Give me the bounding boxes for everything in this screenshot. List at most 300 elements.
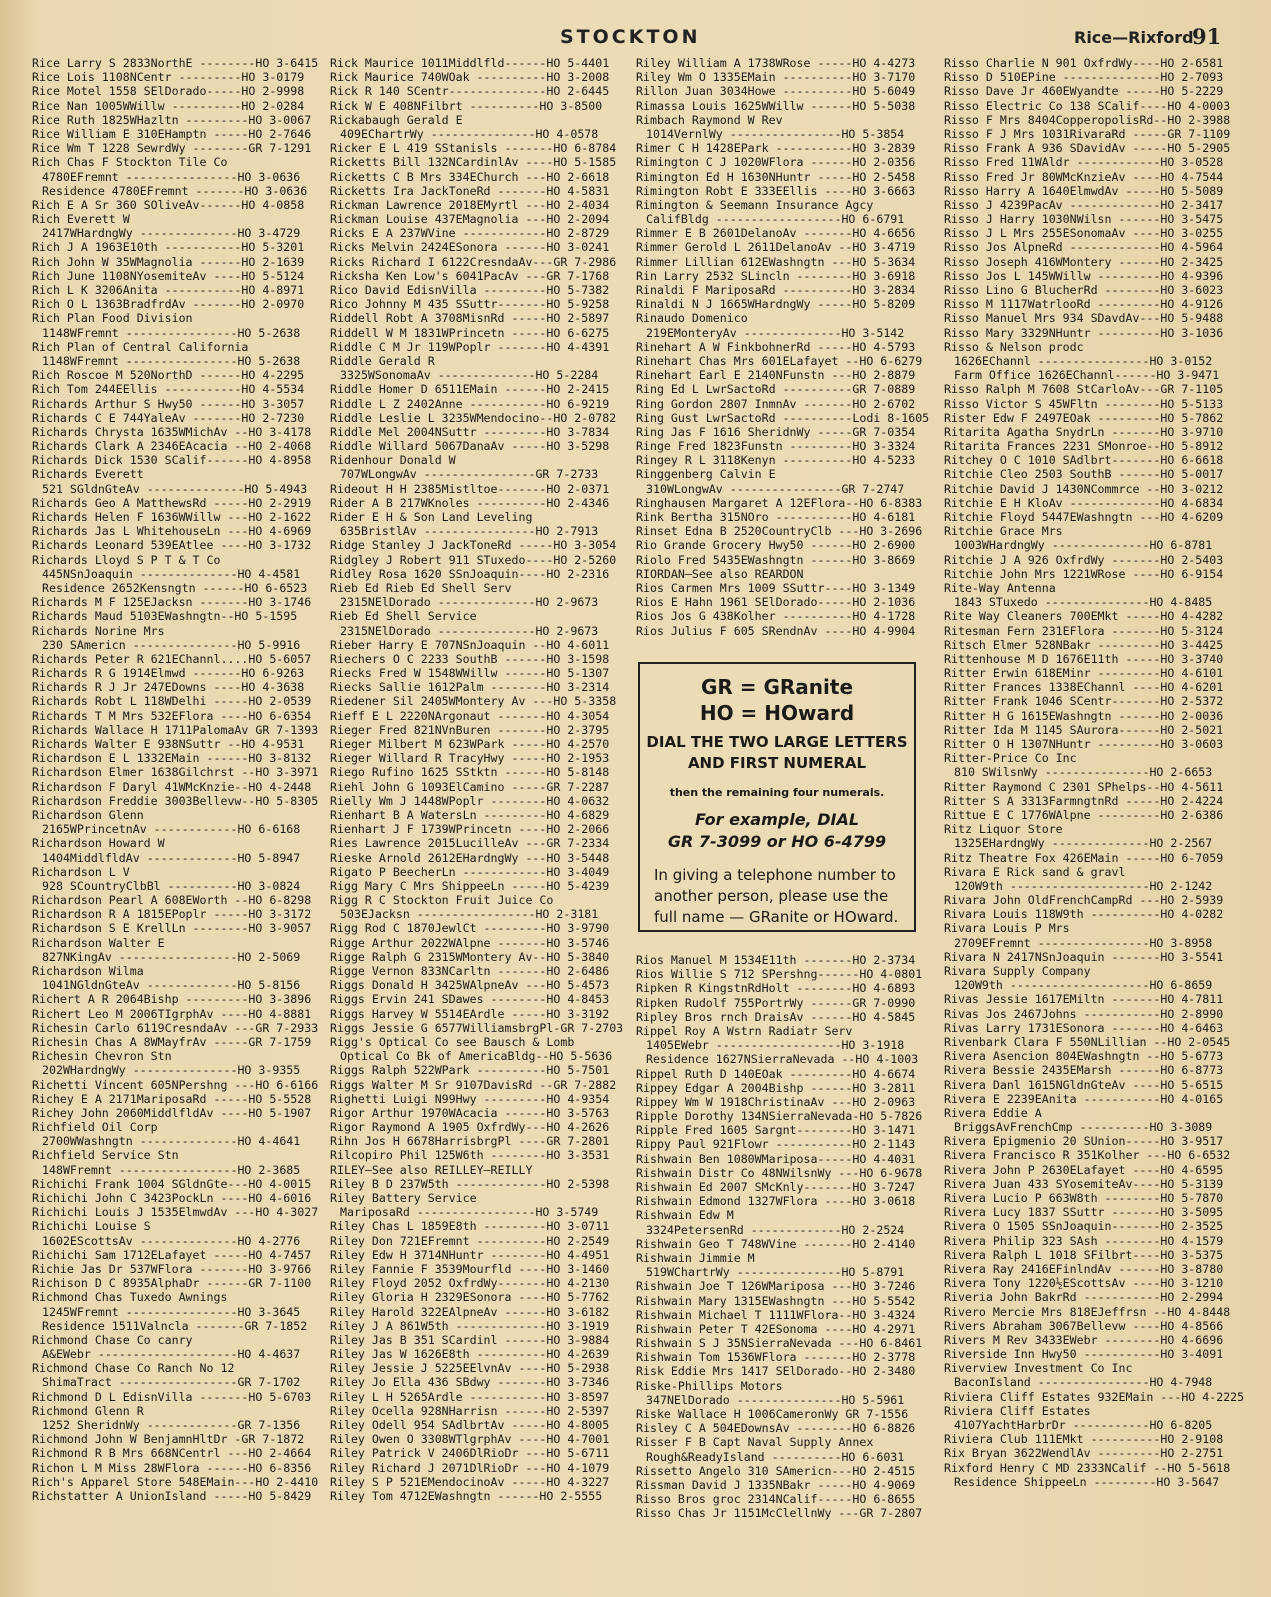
listing-entry: 409EChartrWy ---------------HO 4-0578 xyxy=(340,126,599,141)
listing-entry: Rice Nan 1005WWillw ----------HO 2-0284 xyxy=(32,98,305,113)
listing-entry: Richards Robt L 118WDelhi -----HO 2-0539 xyxy=(32,694,312,709)
listing-entry: Rivara Louis 118W9th ----------HO 4-0282 xyxy=(944,907,1224,922)
listing-entry: 148WFremnt -----------------HO 2-3685 xyxy=(42,1162,301,1177)
listing-entry: Riley L H 5265Ardle -----------HO 3-8597 xyxy=(330,1389,610,1404)
listing-entry: Riley Owen O 3308WTlgrphAv ----HO 4-7001 xyxy=(330,1432,610,1447)
listing-entry: Rishwain Jimmie M xyxy=(636,1250,755,1265)
listing-entry: Richmond John W BenjamnHltDr -GR 7-1872 xyxy=(32,1432,305,1447)
listing-entry: Rios Carmen Mrs 1009 SSuttr----HO 3-1349 xyxy=(636,580,916,595)
listing-entry: 4780EFremnt ----------------HO 3-0636 xyxy=(42,169,301,184)
listing-entry: Richfield Oil Corp xyxy=(32,1120,158,1135)
listing-entry: Riddell W M 1831WPrincetn -----HO 6-6275 xyxy=(330,325,610,340)
listing-entry: Ritter Frances 1338EChannl ----HO 4-6201 xyxy=(944,680,1224,695)
listing-entry: 1148WFremnt ----------------HO 5-2638 xyxy=(42,353,301,368)
listing-entry: Rough&ReadyIsland ----------HO 6-6031 xyxy=(646,1449,905,1464)
column-4 xyxy=(944,56,1244,1489)
listing-entry: Ridenhour Donald W xyxy=(330,453,456,468)
listing-entry: Riggs Harvey W 5514EArdle -----HO 3-3192 xyxy=(330,1006,610,1021)
listing-entry: Riverview Investment Co Inc xyxy=(944,1361,1133,1376)
listing-entry: 1325EHardngWy --------------HO 2-2567 xyxy=(954,836,1213,851)
listing-entry: Rivera Lucy 1837 SSuttr -------HO 3-5095 xyxy=(944,1205,1224,1220)
listing-entry: Ringey R L 3118Kenyn ----------HO 4-5233 xyxy=(636,453,916,468)
listing-entry: Riley Chas L 1859E8th ---------HO 3-0711 xyxy=(330,1219,610,1234)
listing-entry: Ritarita Agatha SnydrLn -------HO 3-9710 xyxy=(944,424,1224,439)
listing-entry: Ritchey O C 1010 SAdlbrt-------HO 6-6618 xyxy=(944,453,1224,468)
listing-entry: Rishwain Ed 2007 SMcKnly-------HO 3-7247 xyxy=(636,1180,916,1194)
column-2 xyxy=(330,56,628,1503)
listing-entry: Riviera Cliff Estates xyxy=(944,1403,1091,1418)
listing-entry: Rick Maurice 740WOak ----------HO 3-2008 xyxy=(330,70,610,85)
listing-entry: Rister Edw F 2497EOak ---------HO 5-7862 xyxy=(944,410,1224,425)
header-name-range: Rice—Rixford xyxy=(1074,28,1194,47)
listing-entry: Rios Willie S 712 SPershng------HO 4-0801 xyxy=(636,967,923,982)
listing-entry: Rillon Juan 3034Howe ----------HO 5-6049 xyxy=(636,84,916,99)
listing-entry: Risso Chas Jr 1151McClellnWy ---GR 7-2807 xyxy=(636,1506,923,1521)
listing-entry: Richards R J Jr 247EDowns ----HO 4-3638 xyxy=(32,680,305,695)
example-line-2: GR 7-3099 or HO 6-4799 xyxy=(667,832,887,851)
listing-entry: Rinehart Earl E 2140NFunstn ---HO 2-8879 xyxy=(636,368,916,383)
listing-entry: Richardson F Daryl 41WMcKnzie--HO 4-2448 xyxy=(32,779,312,794)
listing-entry: Ricketts Ira JackToneRd -------HO 4-5831 xyxy=(330,183,610,198)
listing-entry: Ritsch Elmer 528NBakr ---------HO 3-4425 xyxy=(944,637,1224,652)
listing-entry: Rieger Willard R TracyHwy -----HO 2-1953 xyxy=(330,751,610,766)
listing-entry: Riviera Cliff Estates 932EMain ---HO 4-2225 xyxy=(944,1389,1244,1404)
listing-entry: Rieger Milbert M 623WPark -----HO 4-2570 xyxy=(330,737,610,751)
listing-entry: Richards Lloyd S P T & T Co xyxy=(32,552,221,567)
listing-entry: Ringhausen Margaret A 12EFlora--HO 6-8383 xyxy=(636,495,923,510)
listing-entry: Riley Fannie F 3539Mourfld ----HO 3-1460 xyxy=(330,1261,610,1276)
listing-entry: Riley Ocella 928NHarrisn ------HO 2-5397 xyxy=(330,1403,610,1418)
listing-entry: Ring Gust LwrSactoRd ----------Lodi 8-1605 xyxy=(636,410,930,425)
listing-entry: Rissman David J 1335NBakr -----HO 4-9069 xyxy=(636,1477,916,1492)
listing-entry: Rippel Roy A Wstrn Radiatr Serv xyxy=(636,1023,853,1038)
listing-entry: Ridley Rosa 1620 SSnJoaquin----HO 2-2316 xyxy=(330,566,610,581)
listing-entry: Risso M 1117WatrlooRd ---------HO 4-9126 xyxy=(944,297,1224,312)
listing-entry: Richichi Louise S xyxy=(32,1219,151,1234)
listing-entry: 827NKingAv -----------------HO 2-5069 xyxy=(42,949,301,964)
listing-entry: Rivera Juan 433 SYosemiteAv----HO 5-3139 xyxy=(944,1176,1224,1191)
listing-entry: 347NElDorado ---------------HO 5-5961 xyxy=(646,1392,905,1407)
listing-entry: Richards T M Mrs 532EFlora ----HO 6-6354 xyxy=(32,708,312,723)
listing-entry: Ritz Theatre Fox 426EMain -----HO 6-7059 xyxy=(944,850,1224,865)
listing-entry: Ringgenberg Calvin E xyxy=(636,467,776,482)
listing-entry: Rivera Ralph L 1018 SFilbrt----HO 3-5375 xyxy=(944,1247,1224,1262)
listing-entry: Risso J 4239PacAv -------------HO 2-3417 xyxy=(944,197,1224,212)
listing-entry: Richards Leonard 539EAtlee ----HO 3-1732 xyxy=(32,538,312,553)
listing-entry: Riddell Robt A 3708MisnRd -----HO 2-5897 xyxy=(330,311,610,326)
listing-entry: Rinehart A W FinkbohnerRd -----HO 4-5793 xyxy=(636,339,916,354)
listing-entry: Richmond D L EdisnVilla -------HO 5-6703 xyxy=(32,1389,312,1404)
listing-entry: Risso Bros groc 2314NCalif-----HO 6-8655 xyxy=(636,1492,916,1507)
listing-entry: CalifBldg ------------------HO 6-6791 xyxy=(646,212,905,227)
listing-entry: Rishwain Geo T 748WVine -------HO 2-4140 xyxy=(636,1236,916,1251)
listing-entry: Richardson E L 1332EMain ------HO 3-8132 xyxy=(32,751,312,766)
listing-entry: 1041NGldnGteAv -------------HO 5-8156 xyxy=(42,978,301,993)
listing-entry: Rigg R C Stockton Fruit Juice Co xyxy=(330,893,554,908)
listing-entry: Richardson Wilma xyxy=(32,964,144,978)
listing-entry: RILEY—See also REILLEY—REILLY xyxy=(330,1162,533,1177)
listing-entry: Rigge Vernon 833NCarltn -------HO 2-6486 xyxy=(330,964,610,978)
listing-entry: Riggs Walter M Sr 9107DavisRd --GR 7-2882 xyxy=(330,1077,617,1092)
listing-entry: Rich Tom 244EEllis -----------HO 4-5534 xyxy=(32,382,305,397)
listing-entry: Riddle Homer D 6511EMain ------HO 2-2415 xyxy=(330,382,610,397)
listing-entry: Ritz Liquor Store xyxy=(944,822,1063,837)
listing-entry: Rittenhouse M D 1676E11th -----HO 3-3740 xyxy=(944,651,1224,666)
listing-entry: Rich J A 1963E10th -----------HO 5-3201 xyxy=(32,240,305,255)
listing-entry: Rivera Epigmenio 20 SUnion-----HO 3-9517 xyxy=(944,1134,1224,1149)
listing-entry: Ritchie Cleo 2503 SouthB ------HO 5-0017 xyxy=(944,467,1224,482)
listing-entry: 1843 STuxedo ---------------HO 4-8485 xyxy=(954,595,1213,610)
listing-entry: Richards Helen F 1636WWillw ---HO 2-1622 xyxy=(32,510,312,524)
listing-entry: Ripple Dorothy 134NSierraNevada-HO 5-7826 xyxy=(636,1109,923,1124)
listing-entry: Rich O L 1363BradfrdAv -------HO 2-0970 xyxy=(32,297,305,312)
listing-entry: 202WHardngWy ---------------HO 3-9355 xyxy=(42,1063,301,1078)
listing-entry: Riley Jas W 1626E8th ----------HO 4-2639 xyxy=(330,1347,610,1362)
listing-entry: Rin Larry 2532 SLincln --------HO 3-6918 xyxy=(636,268,916,283)
listing-entry: Rivera Lucio P 663W8th --------HO 5-7870 xyxy=(944,1191,1224,1205)
listing-entry: Riley Odell 954 SAdlbrtAv -----HO 4-8005 xyxy=(330,1418,610,1432)
listing-entry: Rivers Abraham 3067Bellevw ----HO 4-8566 xyxy=(944,1318,1224,1333)
listing-entry: Ries Lawrence 2015LucilleAv ---GR 7-2334 xyxy=(330,836,610,851)
listing-entry: Residence 2652Kensngtn ------HO 6-6523 xyxy=(42,580,308,595)
listing-entry: Rixford Henry C MD 2333NCalif --HO 5-5618 xyxy=(944,1460,1231,1475)
listing-entry: Riske Wallace H 1006CameronWy GR 7-1556 xyxy=(636,1407,909,1421)
listing-entry: Richmond Chas Tuxedo Awnings xyxy=(32,1290,228,1305)
listing-entry: Rivara E Rick sand & gravl xyxy=(944,864,1126,879)
listing-entry: Rivera John P 2630ELafayet ----HO 4-6595 xyxy=(944,1162,1224,1177)
listing-entry: Risso Electric Co 138 SCalif----HO 4-0003 xyxy=(944,98,1231,113)
listing-entry: Rivero Mercie Mrs 818EJeffrsn --HO 4-8448 xyxy=(944,1304,1231,1319)
listing-entry: Riley Jas B 351 SCardinl ------HO 3-9884 xyxy=(330,1332,610,1347)
listing-entry: Riske-Phillips Motors xyxy=(636,1378,783,1393)
listing-entry: Rickman Louise 437EMagnolia ---HO 2-2094 xyxy=(330,212,610,227)
listing-entry: Richardson Elmer 1638Gilchrst --HO 3-3971 xyxy=(32,765,319,780)
listing-entry: Ricks Melvin 2424ESonora ------HO 3-0241 xyxy=(330,240,610,255)
listing-entry: Riley Don 721EFremnt ----------HO 2-2549 xyxy=(330,1233,610,1248)
listing-entry: Riggs Ervin 241 SDawes --------HO 4-8453 xyxy=(330,992,610,1007)
listing-entry: Rio Grande Grocery Hwy50 ------HO 2-6900 xyxy=(636,538,916,553)
listing-entry: Rigg's Optical Co see Bausch & Lomb xyxy=(330,1034,575,1049)
listing-entry: Ritchie J A 926 OxfrdWy -------HO 2-5403 xyxy=(944,552,1224,567)
listing-entry: Risso Harry A 1640ElmwdAv -----HO 5-5089 xyxy=(944,183,1224,198)
listing-entry: Richards Clark A 2346EAcacia --HO 2-4068 xyxy=(32,439,312,454)
listing-entry: Richstatter A UnionIsland -----HO 5-8429 xyxy=(32,1488,312,1503)
listing-entry: Rigg Rod C 1870JewlCt ---------HO 3-9790 xyxy=(330,921,610,936)
listing-entry: Rinaldi N J 1665WHardngWy -----HO 5-8209 xyxy=(636,297,916,312)
listing-entry: 1626EChannl ----------------HO 3-0152 xyxy=(954,353,1213,368)
listing-entry: Rilcopiro Phil 125W6th --------HO 3-3531 xyxy=(330,1148,610,1163)
listing-entry: Ritarita Frances 2231 SMonroe--HO 5-8912 xyxy=(944,439,1224,454)
listing-entry: Rieb Ed Shell Service xyxy=(330,609,477,624)
listing-entry: Richards Norine Mrs xyxy=(32,623,165,638)
listing-entry: Richardson Walter E xyxy=(32,935,165,950)
listing-entry: Rico David EdisnVilla ---------HO 5-7382 xyxy=(330,283,610,297)
listing-entry: Ripken R KingstnRdHolt --------HO 4-6893 xyxy=(636,981,916,996)
listing-entry: Risso F J Mrs 1031RivaraRd -----GR 7-1109 xyxy=(944,126,1231,141)
column-3 xyxy=(636,56,936,638)
listing-entry: Rielly Wm J 1448WPoplr --------HO 4-0632 xyxy=(330,793,610,808)
listing-entry: Rivas Jos 2467Johns -----------HO 2-8990 xyxy=(944,1006,1224,1021)
listing-entry: Rick W E 408NFilbrt ----------HO 3-8500 xyxy=(330,98,603,113)
listing-entry: Rice Motel 1558 SElDorado-----HO 2-9998 xyxy=(32,84,305,99)
exchange-howard: HO = HOward xyxy=(699,701,855,725)
listing-entry: Riveria John BakrRd -----------HO 2-2994 xyxy=(944,1290,1224,1305)
listing-entry: Residence 1627NSierraNevada --HO 4-1003 xyxy=(646,1052,919,1067)
listing-entry: Richichi John C 3423PockLn ----HO 4-6016 xyxy=(32,1191,312,1205)
listing-entry: Rieber Harry E 707NSnJoaquin --HO 4-6011 xyxy=(330,637,610,652)
listing-entry: Richards Walter E 938NSuttr --HO 4-9531 xyxy=(32,737,305,751)
listing-entry: Ricksha Ken Low's 6041PacAv ---GR 7-1768 xyxy=(330,268,610,283)
listing-entry: Riego Rufino 1625 SStktn ------HO 5-8148 xyxy=(330,765,610,780)
listing-entry: Farm Office 1626EChannl------HO 3-9471 xyxy=(954,368,1220,383)
listing-entry: Rivera Philip 323 SAsh --------HO 4-1579 xyxy=(944,1233,1224,1248)
listing-entry: Richon L M Miss 28WFlora ------HO 6-8356 xyxy=(32,1460,312,1475)
listing-entry: Rivera Ray 2416EFinlndAv ------HO 3-8780 xyxy=(944,1261,1224,1276)
listing-entry: Rishwain Peter T 42ESonoma ----HO 4-2971 xyxy=(636,1321,916,1336)
listing-entry: 928 SCountryClbBl ----------HO 3-0824 xyxy=(42,878,301,893)
listing-entry: Richards Wallace H 1711PalomaAv GR 7-1393 xyxy=(32,722,319,737)
listing-entry: Rico Johnny M 435 SSuttr-------HO 5-9258 xyxy=(330,297,610,312)
listing-entry: 1252 SheridnWy -------------GR 7-1356 xyxy=(42,1418,301,1432)
listing-entry: Risso Lino G BlucherRd --------HO 3-6023 xyxy=(944,283,1224,297)
listing-entry: Riechers O C 2233 SouthB ------HO 3-1598 xyxy=(330,651,610,666)
listing-entry: 3324PetersenRd -------------HO 2-2524 xyxy=(646,1222,905,1237)
listing-entry: 4107YachtHarbrDr -----------HO 6-8205 xyxy=(954,1418,1213,1432)
listing-entry: Riecks Fred W 1548WWillw ------HO 5-1307 xyxy=(330,666,610,681)
listing-entry: Riggs Donald H 3425WAlpneAv ---HO 5-4573 xyxy=(330,978,610,993)
listing-entry: Rivara Supply Company xyxy=(944,964,1091,978)
listing-entry: BaconIsland ----------------HO 4-7948 xyxy=(954,1375,1213,1390)
listing-entry: Rivera O 1505 SSnJoaquin-------HO 2-3525 xyxy=(944,1219,1224,1234)
listing-entry: Rippey Wm W 1918ChristinaAv ---HO 2-0963 xyxy=(636,1094,916,1109)
listing-entry: 1602EScottsAv --------------HO 4-2776 xyxy=(42,1233,301,1248)
listing-entry: Rick R 140 SCentr--------------HO 2-6445 xyxy=(330,84,610,99)
page-number: 91 xyxy=(1192,24,1222,49)
listing-entry: Rich's Apparel Store 548EMain---HO 2-4410 xyxy=(32,1474,319,1489)
listing-entry: Riolo Fred 5435EWashngtn ------HO 3-8669 xyxy=(636,552,916,567)
page-header xyxy=(0,0,1271,50)
listing-entry: Rimington Robt E 333EEllis ----HO 3-6663 xyxy=(636,183,916,198)
listing-entry: Ricketts C B Mrs 334EChurch ---HO 2-6618 xyxy=(330,169,610,184)
listing-entry: Rich June 1108NYosemiteAv ----HO 5-5124 xyxy=(32,268,305,283)
listing-entry: Rinset Edna B 2520CountryClb ---HO 3-2696 xyxy=(636,524,923,539)
listing-entry: Richert Leo M 2006TIgrphAv ----HO 4-8881 xyxy=(32,1006,312,1021)
listing-entry: Riley Richard J 2071DlRioDr ---HO 4-1079 xyxy=(330,1460,610,1475)
listing-entry: 2315NElDorado --------------HO 2-9673 xyxy=(340,623,599,638)
listing-entry: 2700WWashngtn --------------HO 4-4641 xyxy=(42,1134,301,1149)
listing-entry: RIORDAN—See also REARDON xyxy=(636,566,804,581)
listing-entry: Richert A R 2064Bishp ---------HO 3-3896 xyxy=(32,992,312,1007)
listing-entry: Richardson L V xyxy=(32,864,130,879)
listing-entry: Risso D 510EPine --------------HO 2-7093 xyxy=(944,70,1224,85)
listing-entry: Rieff E L 2220NArgonaut -------HO 4-3054 xyxy=(330,708,610,723)
listing-entry: Rich Plan of Central California xyxy=(32,339,249,354)
listing-entry: Rishwain Tom 1536WFlora -------HO 2-3778 xyxy=(636,1350,916,1365)
listing-entry: Riddle C M Jr 119WPoplr -------HO 4-4391 xyxy=(330,339,610,354)
listing-entry: Rinaudo Domenico xyxy=(636,311,748,326)
listing-entry: Richesin Carlo 6119CresndaAv ---GR 7-2933 xyxy=(32,1020,319,1035)
listing-entry: Richmond Glenn R xyxy=(32,1403,144,1418)
example-line-1: For example, DIAL xyxy=(694,810,860,829)
listing-entry: Rite-Way Antenna xyxy=(944,580,1056,595)
listing-entry: Richards C E 744YaleAv -------HO 2-7230 xyxy=(32,410,305,425)
listing-entry: Richards Dick 1530 SCalif------HO 4-8958 xyxy=(32,453,312,468)
listing-entry: 2709EFremnt ----------------HO 3-8958 xyxy=(954,935,1213,950)
listing-entry: Ricks Richard I 6122CresndaAv---GR 7-2986 xyxy=(330,254,617,269)
listing-entry: Rice Wm T 1228 SewrdWy --------GR 7-1291 xyxy=(32,141,312,156)
listing-entry: Richards Peter R 621EChannl....HO 5-6057 xyxy=(32,651,312,666)
listing-entry: Ritter S A 3313FarmngtnRd -----HO 2-4224 xyxy=(944,793,1224,808)
listing-entry: Riley Tom 4712EWashngtn ------HO 2-5555 xyxy=(330,1488,603,1503)
listing-entry: Rigor Arthur 1970WAcacia ------HO 3-5763 xyxy=(330,1105,610,1120)
listing-entry: Rich Roscoe M 520NorthD ------HO 4-2295 xyxy=(32,368,305,383)
listing-entry: Richards R G 1914Elmwd -------HO 6-9263 xyxy=(32,666,305,681)
listing-entry: Rinehart Chas Mrs 601ELafayet --HO 6-6279 xyxy=(636,353,923,368)
listing-entry: Riddle Gerald R xyxy=(330,353,435,368)
listing-entry: Rich Chas F Stockton Tile Co xyxy=(32,155,228,170)
listing-entry: Richmond Chase Co Ranch No 12 xyxy=(32,1361,235,1376)
listing-entry: Rimassa Louis 1625WWillw ------HO 5-5038 xyxy=(636,98,916,113)
listing-entry: Rimer C H 1428EPark -----------HO 3-2839 xyxy=(636,141,916,156)
listing-entry: Rissetto Angelo 310 SAmericn---HO 2-4515 xyxy=(636,1463,916,1478)
listing-entry: Richardson S E KrellLn --------HO 3-9057 xyxy=(32,921,312,936)
listing-entry: Ritesman Fern 231EFlora -------HO 5-3124 xyxy=(944,623,1224,638)
listing-entry: Rittue E C 1776WAlpne ---------HO 2-6386 xyxy=(944,807,1224,822)
listing-entry: Rivas Larry 1731ESonora -------HO 4-6463 xyxy=(944,1020,1224,1035)
listing-entry: Rich John W 35WMagnolia ------HO 2-1639 xyxy=(32,254,305,269)
listing-entry: Rimington & Seemann Insurance Agcy xyxy=(636,197,874,212)
listing-entry: 2315NElDorado --------------HO 2-9673 xyxy=(340,595,599,610)
listing-entry: Ripken Rudolf 755PortrWy ------GR 7-0990 xyxy=(636,995,916,1010)
listing-entry: Rickabaugh Gerald E xyxy=(330,112,463,127)
listing-entry: Richardson Freddie 3003Bellevw--HO 5-8305 xyxy=(32,793,319,808)
listing-entry: Rieske Arnold 2612EHardngWy ---HO 3-5448 xyxy=(330,850,610,865)
listing-entry: Risso & Nelson prodc xyxy=(944,339,1084,354)
listing-entry: Richesin Chevron Stn xyxy=(32,1049,172,1064)
column-1 xyxy=(32,56,320,1503)
listing-entry: Richards M F 125EJacksn -------HO 3-1746 xyxy=(32,595,312,610)
listing-entry: Richison D C 8935AlphaDr ------GR 7-1100 xyxy=(32,1276,312,1291)
listing-entry: Rios Julius F 605 SRendnAv ----HO 4-9904 xyxy=(636,623,916,638)
listing-entry: Rishwain Joe T 126WMariposa ---HO 3-7246 xyxy=(636,1279,916,1294)
listing-entry: MariposaRd -----------------HO 3-5749 xyxy=(340,1205,599,1220)
listing-entry: Richards Chrysta 1635WMichAv --HO 3-4178 xyxy=(32,424,312,439)
listing-entry: Risso Jos L 145WWillw ---------HO 4-9396 xyxy=(944,268,1224,283)
listing-entry: Riggs Jessie G 6577WilliamsbrgPl-GR 7-2703 xyxy=(330,1020,624,1035)
listing-entry: 707WLongwAv ----------------GR 7-2733 xyxy=(340,467,599,482)
listing-entry: Rios Manuel M 1534E11th -------HO 2-3734 xyxy=(636,953,916,967)
listing-entry: Riverside Inn Hwy50 -----------HO 3-4091 xyxy=(944,1347,1224,1362)
listing-entry: Ritchie E H KloAv -------------HO 4-6834 xyxy=(944,495,1224,510)
listing-entry: Ridgley J Robert 911 STuxedo----HO 2-5260 xyxy=(330,552,617,567)
listing-entry: Rich Everett W xyxy=(32,212,130,227)
listing-entry: Risso J Harry 1030NWilsn ------HO 3-5475 xyxy=(944,212,1224,227)
listing-entry: Richie Jas Dr 537WFlora -------HO 3-9766 xyxy=(32,1261,312,1276)
listing-entry: Riley Edw H 3714NHuntr --------HO 4-4951 xyxy=(330,1247,610,1262)
listing-entry: 1014VernlWy ----------------HO 5-3854 xyxy=(646,126,905,141)
listing-entry: Richmond R B Mrs 668NCentrl ---HO 2-4664 xyxy=(32,1446,312,1461)
listing-entry: Rivers M Rev 3433EWebr --------HO 4-6696 xyxy=(944,1332,1224,1347)
listing-entry: Riley B D 237W5th -------------HO 2-5398 xyxy=(330,1176,610,1191)
listing-entry: Rippy Paul 921Flowr -----------HO 2-1143 xyxy=(636,1137,916,1152)
listing-entry: Riley S P 521EMendocinoAv -----HO 4-3227 xyxy=(330,1474,610,1489)
listing-entry: Ritchie David J 1430NCommrce --HO 3-0212 xyxy=(944,481,1224,496)
listing-entry: 503EJacksn -----------------HO 2-3181 xyxy=(340,907,599,922)
listing-entry: Ritter Frank 1046 SCentr-------HO 2-5372 xyxy=(944,694,1224,709)
listing-entry: 635BristlAv ----------------HO 2-7913 xyxy=(340,524,599,539)
listing-entry: Riley Jo Ella 436 SBdwy -------HO 3-7346 xyxy=(330,1375,610,1390)
listing-entry: Residence 1511Valncla -------GR 7-1852 xyxy=(42,1318,308,1333)
listing-entry: Risso J L Mrs 255ESonomaAv ----HO 3-0255 xyxy=(944,226,1224,241)
listing-entry: Optical Co Bk of AmericaBldg--HO 5-5636 xyxy=(340,1049,613,1064)
listing-entry: 219EMonteryAv --------------HO 3-5142 xyxy=(646,325,905,340)
listing-entry: Riggs Ralph 522WPark ----------HO 5-7501 xyxy=(330,1063,610,1078)
listing-entry: Richesin Chas A 8WMayfrAv -----GR 7-1759 xyxy=(32,1034,312,1049)
listing-entry: Rios E Hahn 1961 SElDorado-----HO 2-1036 xyxy=(636,595,916,610)
listing-entry: Rice Ruth 1825WHazltn ---------HO 3-0067 xyxy=(32,112,312,127)
header-city: STOCKTON xyxy=(560,26,701,48)
listing-entry: Riviera Club 111EMkt ----------HO 2-9108 xyxy=(944,1432,1224,1447)
listing-entry: 1148WFremnt ----------------HO 5-2638 xyxy=(42,325,301,340)
listing-entry: 3325WSonomaAv --------------HO 5-2284 xyxy=(340,368,599,383)
listing-entry: Rimington C J 1020WFlora ------HO 2-0356 xyxy=(636,155,916,170)
listing-entry: Righetti Luigi N99Hwy ---------HO 4-9354 xyxy=(330,1091,610,1106)
dial-instruction-2: AND FIRST NUMERAL xyxy=(687,754,867,772)
listing-entry: BriggsAvFrenchCmp ----------HO 3-3089 xyxy=(954,1120,1213,1135)
listing-entry: Rivera Asencion 804EWashngtn --HO 5-6773 xyxy=(944,1049,1224,1064)
listing-entry: 810 SWilsnWy ---------------HO 2-6653 xyxy=(954,765,1213,780)
dial-instruction-1: DIAL THE TWO LARGE LETTERS xyxy=(646,733,908,751)
listing-entry: Rigg Mary C Mrs ShippeeLn -----HO 5-4239 xyxy=(330,878,610,893)
listing-entry: 519WChartrWy ---------------HO 5-8791 xyxy=(646,1265,905,1280)
listing-entry: Risso Joseph 416WMontery ------HO 2-3425 xyxy=(944,254,1224,269)
listing-entry: Rivara Louis P Mrs xyxy=(944,921,1070,936)
listing-entry: 1245WFremnt ----------------HO 3-3645 xyxy=(42,1304,301,1319)
listing-entry: Rivera E 2239EAnita -----------HO 4-0165 xyxy=(944,1091,1224,1106)
listing-entry: Riddle Willard 5067DanaAv -----HO 3-5298 xyxy=(330,439,610,454)
listing-entry: Riecks Sallie 1612Palm --------HO 3-2314 xyxy=(330,680,610,695)
listing-entry: Rix Bryan 3622WendlAv ---------HO 2-2751 xyxy=(944,1446,1224,1461)
listing-entry: Rishwain Ben 1080WMariposa-----HO 4-4031 xyxy=(636,1151,916,1166)
listing-entry: Rice William E 310EHamptn -----HO 2-7646 xyxy=(32,126,312,141)
listing-entry: Rickman Lawrence 2018EMyrtl ---HO 2-4034 xyxy=(330,197,610,212)
listing-entry: Rieger Fred 821NVnBuren -------HO 2-3795 xyxy=(330,722,610,737)
listing-entry: Rienhart J F 1739WPrincetn ----HO 2-2066 xyxy=(330,822,610,837)
listing-entry: Rivera Eddie A xyxy=(944,1105,1042,1120)
listing-entry: 120W9th --------------------HO 6-8659 xyxy=(954,978,1213,993)
listing-entry: 1003WHardngWy --------------HO 6-8781 xyxy=(954,538,1213,553)
listing-entry: Richardson Pearl A 608EWorth --HO 6-8298 xyxy=(32,893,312,908)
listing-entry: Rivas Jessie 1617EMiltn -------HO 4-7811 xyxy=(944,992,1224,1007)
listing-entry: Ritter-Price Co Inc xyxy=(944,751,1077,766)
listing-entry: Riedener Sil 2405WMontery Av ---HO 5-3358 xyxy=(330,694,617,709)
listing-entry: Rishwain Mary 1315EWashngtn ---HO 5-5542 xyxy=(636,1293,916,1308)
listing-entry: Riley Harold 322EAlpneAv ------HO 3-6182 xyxy=(330,1304,610,1319)
full-name-note: In giving a telephone number to another person, please use the full name — GRanite or HOward. xyxy=(654,866,899,926)
listing-entry: Ricker E L 419 SStanisls -------HO 6-8784 xyxy=(330,141,617,156)
listing-entry: Ricketts Bill 132NCardinlAv ----HO 5-1585 xyxy=(330,155,617,170)
listing-entry: Riddle L Z 2402Anne -----------HO 6-9219 xyxy=(330,396,610,411)
listing-entry: Ring Gordon 2807 InmnAv -------HO 2-6702 xyxy=(636,396,916,411)
listing-entry: Richards Maud 5103EWashngtn--HO 5-1595 xyxy=(32,609,298,624)
listing-entry: Richardson Glenn xyxy=(32,807,144,822)
listing-entry: 445NSnJoaquin --------------HO 4-4581 xyxy=(42,566,301,581)
listing-entry: Rich Plan Food Division xyxy=(32,311,193,326)
listing-entry: Risk Eddie Mrs 1417 SElDorado--HO 2-3480 xyxy=(636,1364,916,1379)
listing-entry: Rimbach Raymond W Rev xyxy=(636,112,783,127)
listing-entry: Risso Frank A 936 SDavidAv -----HO 5-2905 xyxy=(944,141,1231,156)
listing-entry: 521 SGldnGteAv --------------HO 5-4943 xyxy=(42,481,308,496)
